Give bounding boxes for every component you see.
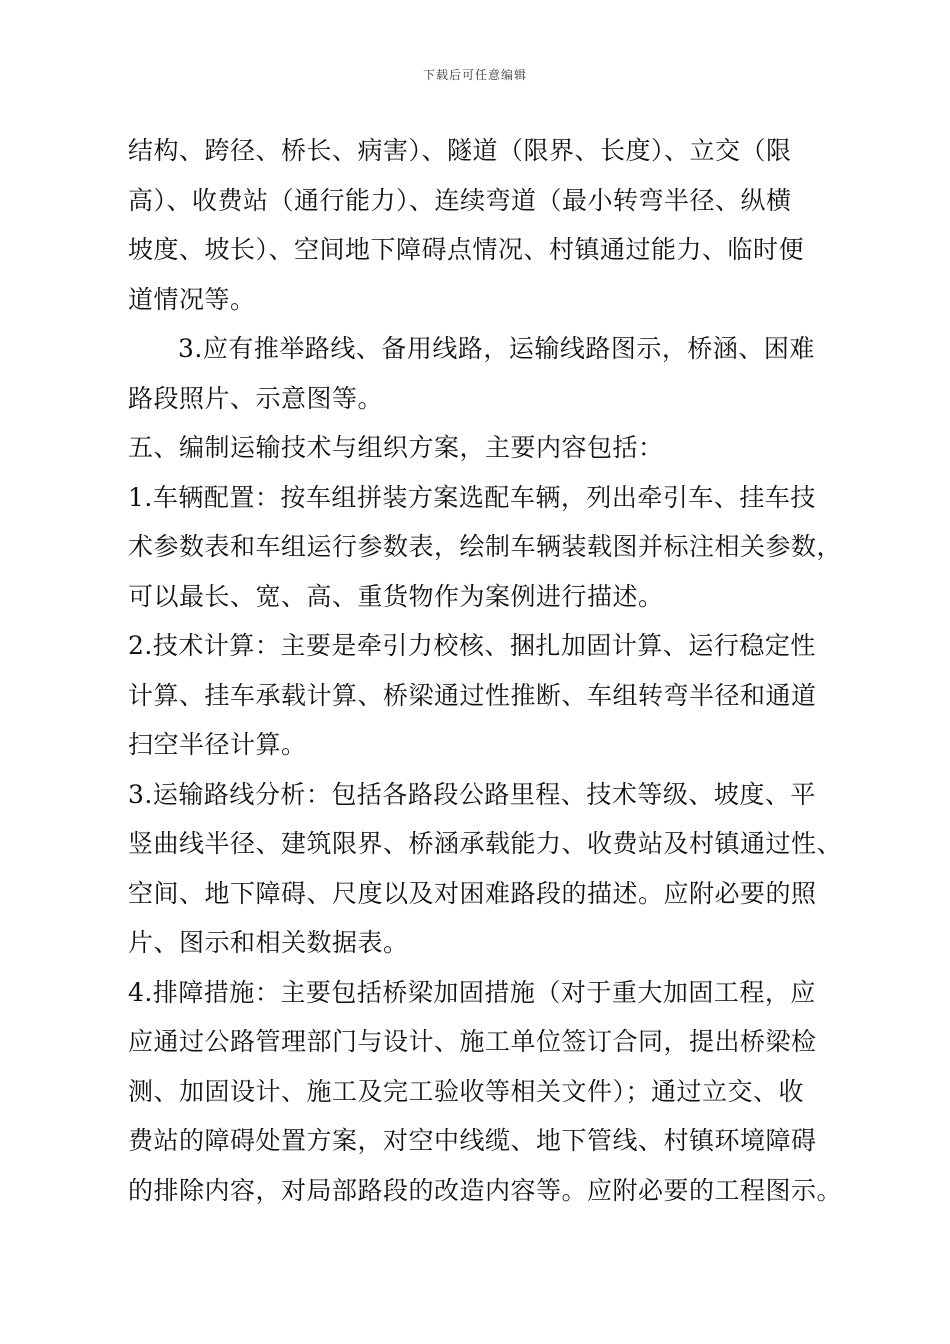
- text-line: 空间、地下障碍、尺度以及对困难路段的描述。应附必要的照: [128, 878, 817, 908]
- text-line: 测、加固设计、施工及完工验收等相关文件）；通过立交、收: [128, 1076, 805, 1106]
- text-line: 2.技术计算：主要是牵引力校核、捆扎加固计算、运行稳定性: [128, 631, 816, 660]
- text-line: 五、编制运输技术与组织方案，主要内容包括：: [128, 433, 664, 462]
- text-line: 计算、挂车承载计算、桥梁通过性推断、车组转弯半径和通道: [128, 680, 817, 710]
- text-line: 术参数表和车组运行参数表，绘制车辆装载图并标注相关参数，: [128, 532, 843, 561]
- text-line: 结构、跨径、桥长、病害）、隧道（限界、长度）、立交（限: [128, 136, 792, 165]
- text-line: 竖曲线半径、建筑限界、桥涵承载能力、收费站及村镇通过性、: [128, 829, 843, 858]
- text-line: 道情况等。: [128, 284, 256, 314]
- text-line: 应通过公路管理部门与设计、施工单位签订合同，提出桥梁检: [128, 1027, 817, 1056]
- text-line: 可以最长、宽、高、重货物作为案例进行描述。: [128, 581, 664, 611]
- text-line: 片、图示和相关数据表。: [128, 928, 409, 957]
- text-line: 3.应有推举路线、备用线路，运输线路图示，桥涵、困难: [178, 334, 815, 363]
- text-line: 路段照片、示意图等。: [128, 383, 384, 413]
- page-header: 下载后可任意编辑: [422, 68, 527, 82]
- text-line: 扫空半径计算。: [128, 730, 307, 759]
- text-line: 高）、收费站（通行能力）、连续弯道（最小转弯半径、纵横: [128, 185, 792, 215]
- document-body: [128, 126, 842, 1215]
- text-line: 的排除内容，对局部路段的改造内容等。应附必要的工程图示。: [128, 1175, 843, 1205]
- text-line: 3.运输路线分析：包括各路段公路里程、技术等级、坡度、平: [128, 779, 816, 809]
- text-line: 4.排障措施：主要包括桥梁加固措施（对于重大加固工程，应: [128, 977, 816, 1007]
- text-line: 费站的障碍处置方案，对空中线缆、地下管线、村镇环境障碍: [128, 1126, 817, 1155]
- text-line: 1.车辆配置：按车组拼装方案选配车辆，列出牵引车、挂车技: [128, 482, 816, 512]
- text-line: 坡度、坡长）、空间地下障碍点情况、村镇通过能力、临时便: [128, 235, 805, 264]
